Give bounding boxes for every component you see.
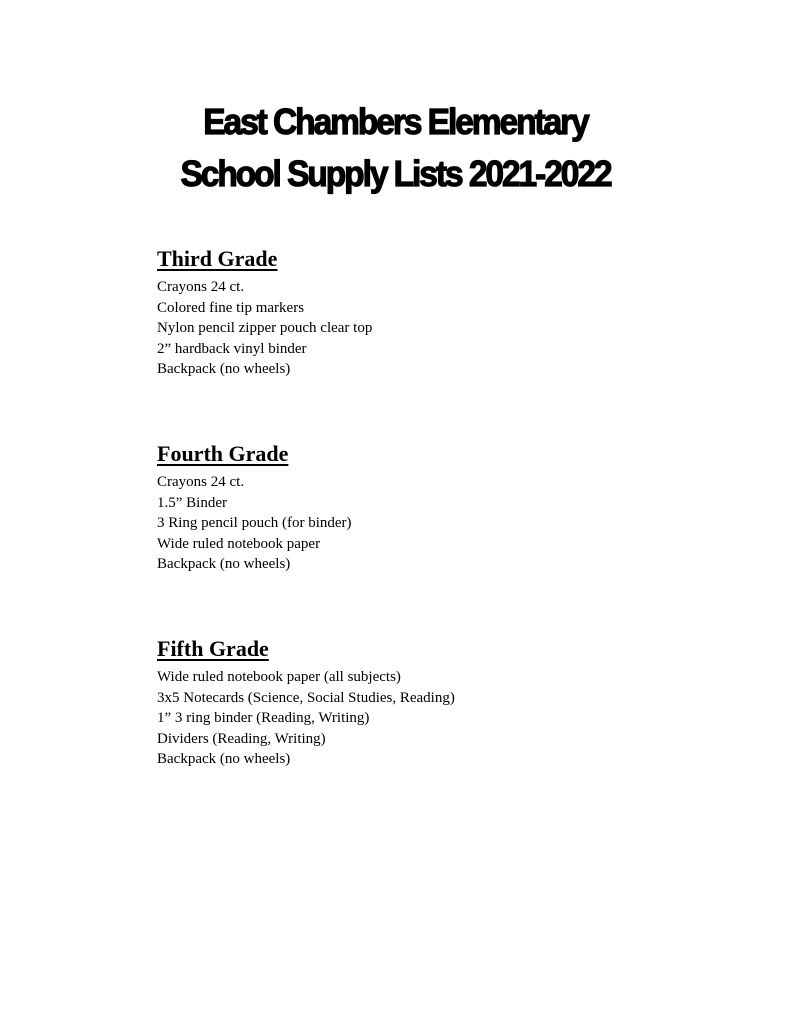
supply-item: Crayons 24 ct. bbox=[157, 474, 245, 490]
section-heading: Third Grade bbox=[157, 246, 278, 271]
supply-item: Nylon pencil zipper pouch clear top bbox=[157, 320, 373, 336]
supply-item: Colored fine tip markers bbox=[157, 299, 305, 316]
title-line-1: East Chambers Elementary bbox=[203, 101, 588, 142]
supply-item: Backpack (no wheels) bbox=[157, 751, 291, 767]
supply-item: 1.5” Binder bbox=[157, 494, 227, 511]
document-title bbox=[0, 96, 791, 200]
section-heading: Fourth Grade bbox=[157, 441, 289, 466]
supply-item: Crayons 24 ct. bbox=[157, 279, 245, 295]
supply-item: Dividers (Reading, Writing) bbox=[157, 730, 326, 747]
title-line-2: School Supply Lists 2021-2022 bbox=[180, 153, 611, 194]
supply-item: 3x5 Notecards (Science, Social Studies, Reading) bbox=[157, 689, 455, 706]
supply-item: 2” hardback vinyl binder bbox=[157, 340, 307, 357]
section-heading: Fifth Grade bbox=[157, 636, 269, 661]
supply-item: Wide ruled notebook paper (all subjects) bbox=[157, 669, 401, 685]
supply-list bbox=[157, 277, 717, 380]
section-third-grade bbox=[157, 245, 717, 380]
supply-item: Backpack (no wheels) bbox=[157, 556, 291, 572]
section-fourth-grade bbox=[157, 440, 717, 575]
supply-item: 1” 3 ring binder (Reading, Writing) bbox=[157, 710, 370, 726]
supply-list bbox=[157, 667, 717, 770]
supply-list bbox=[157, 472, 717, 575]
section-fifth-grade bbox=[157, 635, 717, 770]
supply-item: Wide ruled notebook paper bbox=[157, 535, 321, 552]
supply-item: Backpack (no wheels) bbox=[157, 361, 291, 377]
supply-item: 3 Ring pencil pouch (for binder) bbox=[157, 515, 352, 531]
